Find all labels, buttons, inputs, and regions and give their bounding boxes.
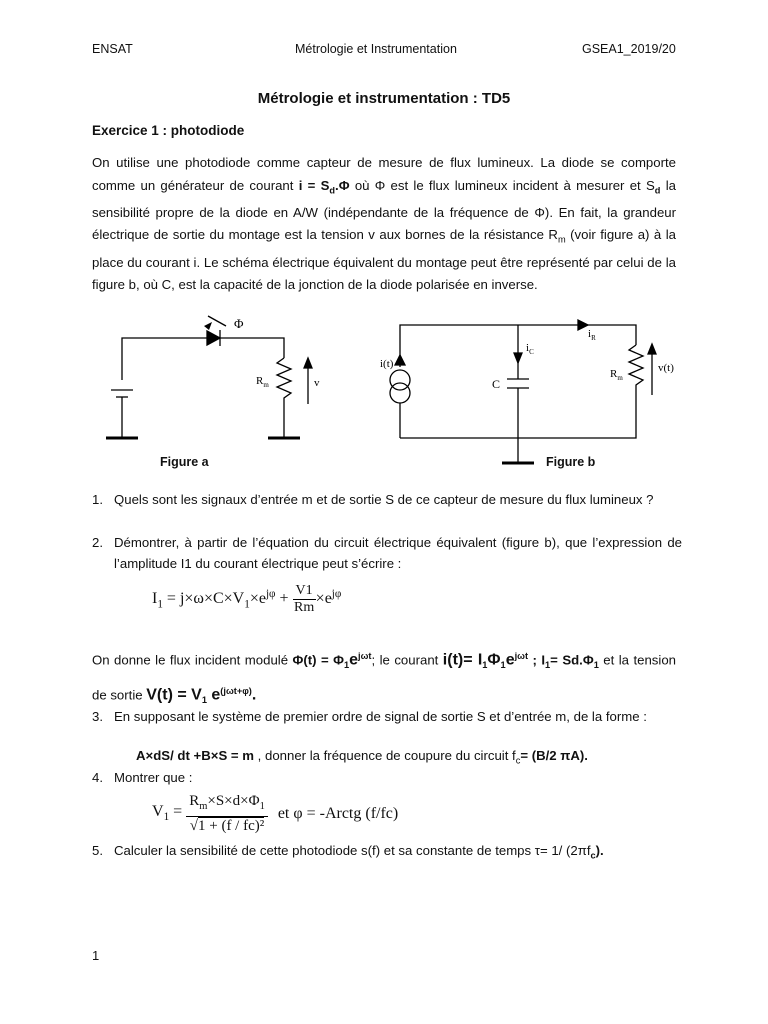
phi-label: Φ xyxy=(234,316,244,331)
equation-i1: $I_1 = j\times\omega\times C\times V_1\times e^{j\varphi}$ + $\frac{V1}{Rm}$ $\times e^{j\varphi}$ xyxy=(152,583,342,615)
ic-label: $i_C$ xyxy=(526,342,534,356)
header-left: ENSAT xyxy=(92,42,133,56)
rm-label-a: $R_m$ xyxy=(256,375,269,389)
v-label-a: v xyxy=(314,377,320,389)
ir-label: $i_R$ xyxy=(588,328,596,342)
header-right: GSEA1_2019/20 xyxy=(582,42,676,56)
question-3: 3. En supposant le système de premier ordre de signal de sortie S et d’entrée m, de la forme : xyxy=(92,709,647,724)
rm-label-b: $R_m$ xyxy=(610,368,623,382)
c-label: C xyxy=(492,377,501,391)
question-5: 5. Calculer la sensibilité de cette photodiode s(f) et sa constante de temps τ= 1/ $(2\pi f_c)$. xyxy=(92,843,604,861)
figure-a-caption: Figure a xyxy=(160,455,209,469)
question-3-equation: A×dS/ dt +B×S = m , donner la fréquence de coupure du circuit $f_c= (B/2$ πA). xyxy=(136,748,588,766)
header-center: Métrologie et Instrumentation xyxy=(295,42,457,56)
exercise-title: Exercice 1 : photodiode xyxy=(92,123,245,138)
figure-b-caption: Figure b xyxy=(546,455,596,469)
figure-b-circuit xyxy=(370,315,680,475)
question-2: 2. Démontrer, à partir de l’équation du circuit électrique équivalent (figure b), que l’expression de l’amplitude I1 du courant électrique peut s’écrire : xyxy=(92,535,682,571)
v-label-b: v(t) xyxy=(658,362,674,374)
page-number: 1 xyxy=(92,948,100,963)
intro-paragraph: On utilise une photodiode comme capteur de mesure de flux lumineux. La diode se comporte comme un générateur de courant $i = S_d.\Phi$ où Φ est le flux lumineux incident à mesurer et $S_d$ la sensibilité propre de la diode en A/W (indépendante de la fréquence de Φ). En fait, la grandeur électrique de sortie du montage est la tension v aux bornes de la résistance $R_m$ (voir figure a) à la place du courant i. Le schéma électrique équivalent du montage peut être représenté par celui de la figure b, où C, est la capacité de la jonction de la diode polarisée en inverse. xyxy=(92,155,676,293)
i-source-label: i(t) xyxy=(380,358,394,370)
given-paragraph: On donne le flux incident modulé $\Phi(t) = \Phi_1e^{j\omega t}$; le courant $i(t)= I_1\Phi_1e^{j\omega t}$ ; $I_1= Sd.\Phi_1$ et la tension de sortie $V(t) = V_1$ $e^{(j\omega t+\varphi)}$. xyxy=(92,651,677,706)
equation-v1: $V_1$ = $\frac{R_m\times S\times d\times\Phi_1}{\text{√1 + (f / fc)²}}$ et φ = -Arctg (f/fc) xyxy=(152,793,399,834)
page-title: Métrologie et instrumentation : TD5 xyxy=(257,90,511,107)
question-4: 4. Montrer que : xyxy=(92,770,193,785)
question-1: 1. Quels sont les signaux d’entrée m et de sortie S de ce capteur de mesure du flux lumineux ? xyxy=(92,492,654,507)
figure-a-circuit xyxy=(92,310,342,460)
